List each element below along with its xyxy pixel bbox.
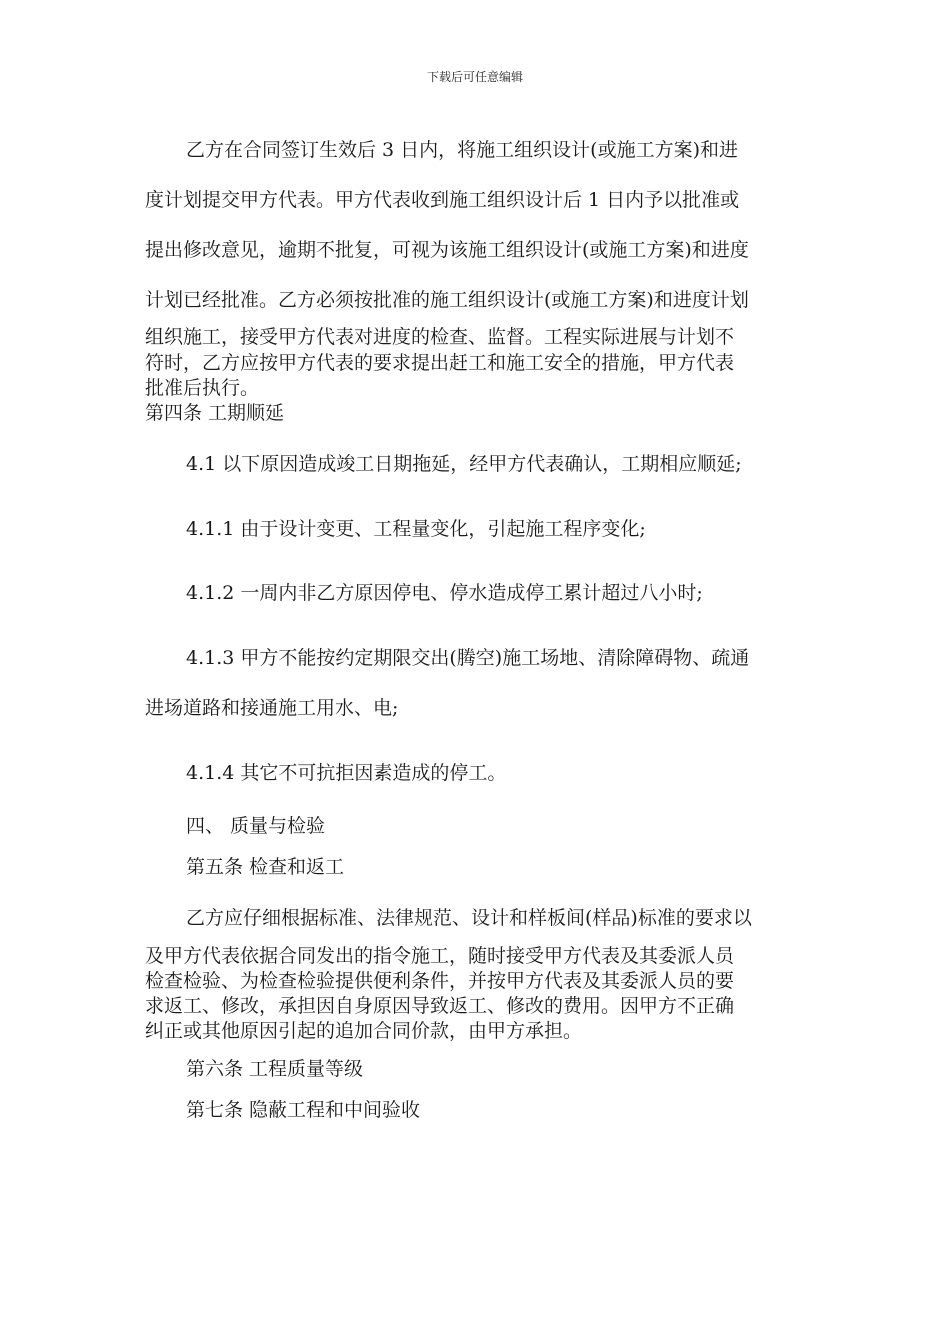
- clause-item: 进场道路和接通施工用水、电;: [145, 697, 399, 719]
- paragraph-line: 及甲方代表依据合同发出的指令施工，随时接受甲方代表及其委派人员: [145, 945, 735, 967]
- article-heading: 第四条 工期顺延: [145, 402, 285, 424]
- paragraph-line: 度计划提交甲方代表。甲方代表收到施工组织设计后 1 日内予以批准或: [145, 189, 740, 211]
- paragraph-line: 乙方在合同签订生效后 3 日内，将施工组织设计(或施工方案)和进: [186, 139, 738, 161]
- section-heading: 四、 质量与检验: [186, 815, 326, 837]
- article-heading: 第七条 隐蔽工程和中间验收: [186, 1099, 421, 1121]
- article-heading: 第五条 检查和返工: [186, 856, 345, 878]
- clause-item: 4.1.1 由于设计变更、工程量变化，引起施工程序变化;: [186, 518, 646, 540]
- article-heading: 第六条 工程质量等级: [186, 1058, 364, 1080]
- paragraph-line: 计划已经批准。乙方必须按批准的施工组织设计(或施工方案)和进度计划: [145, 289, 749, 311]
- paragraph-line: 组织施工，接受甲方代表对进度的检查、监督。工程实际进展与计划不: [145, 326, 735, 348]
- paragraph-line: 符时，乙方应按甲方代表的要求提出赶工和施工安全的措施，甲方代表: [145, 352, 735, 374]
- clause-item: 4.1 以下原因造成竣工日期拖延，经甲方代表确认，工期相应顺延;: [186, 453, 742, 475]
- paragraph-line: 求返工、修改，承担因自身原因导致返工、修改的费用。因甲方不正确: [145, 995, 735, 1017]
- paragraph-line: 批准后执行。: [145, 377, 260, 399]
- clause-item: 4.1.2 一周内非乙方原因停电、停水造成停工累计超过八小时;: [186, 582, 703, 604]
- paragraph-line: 提出修改意见，逾期不批复，可视为该施工组织设计(或施工方案)和进度: [145, 239, 749, 261]
- clause-item: 4.1.3 甲方不能按约定期限交出(腾空)施工场地、清除障碍物、疏通: [186, 647, 750, 669]
- paragraph-line: 乙方应仔细根据标准、法律规范、设计和样板间(样品)标准的要求以: [186, 907, 752, 929]
- clause-item: 4.1.4 其它不可抗拒因素造成的停工。: [186, 762, 507, 784]
- page-header: 下载后可任意编辑: [426, 70, 523, 84]
- paragraph-line: 检查检验、为检查检验提供便利条件，并按甲方代表及其委派人员的要: [145, 970, 735, 992]
- paragraph-line: 纠正或其他原因引起的追加合同价款，由甲方承担。: [145, 1020, 583, 1042]
